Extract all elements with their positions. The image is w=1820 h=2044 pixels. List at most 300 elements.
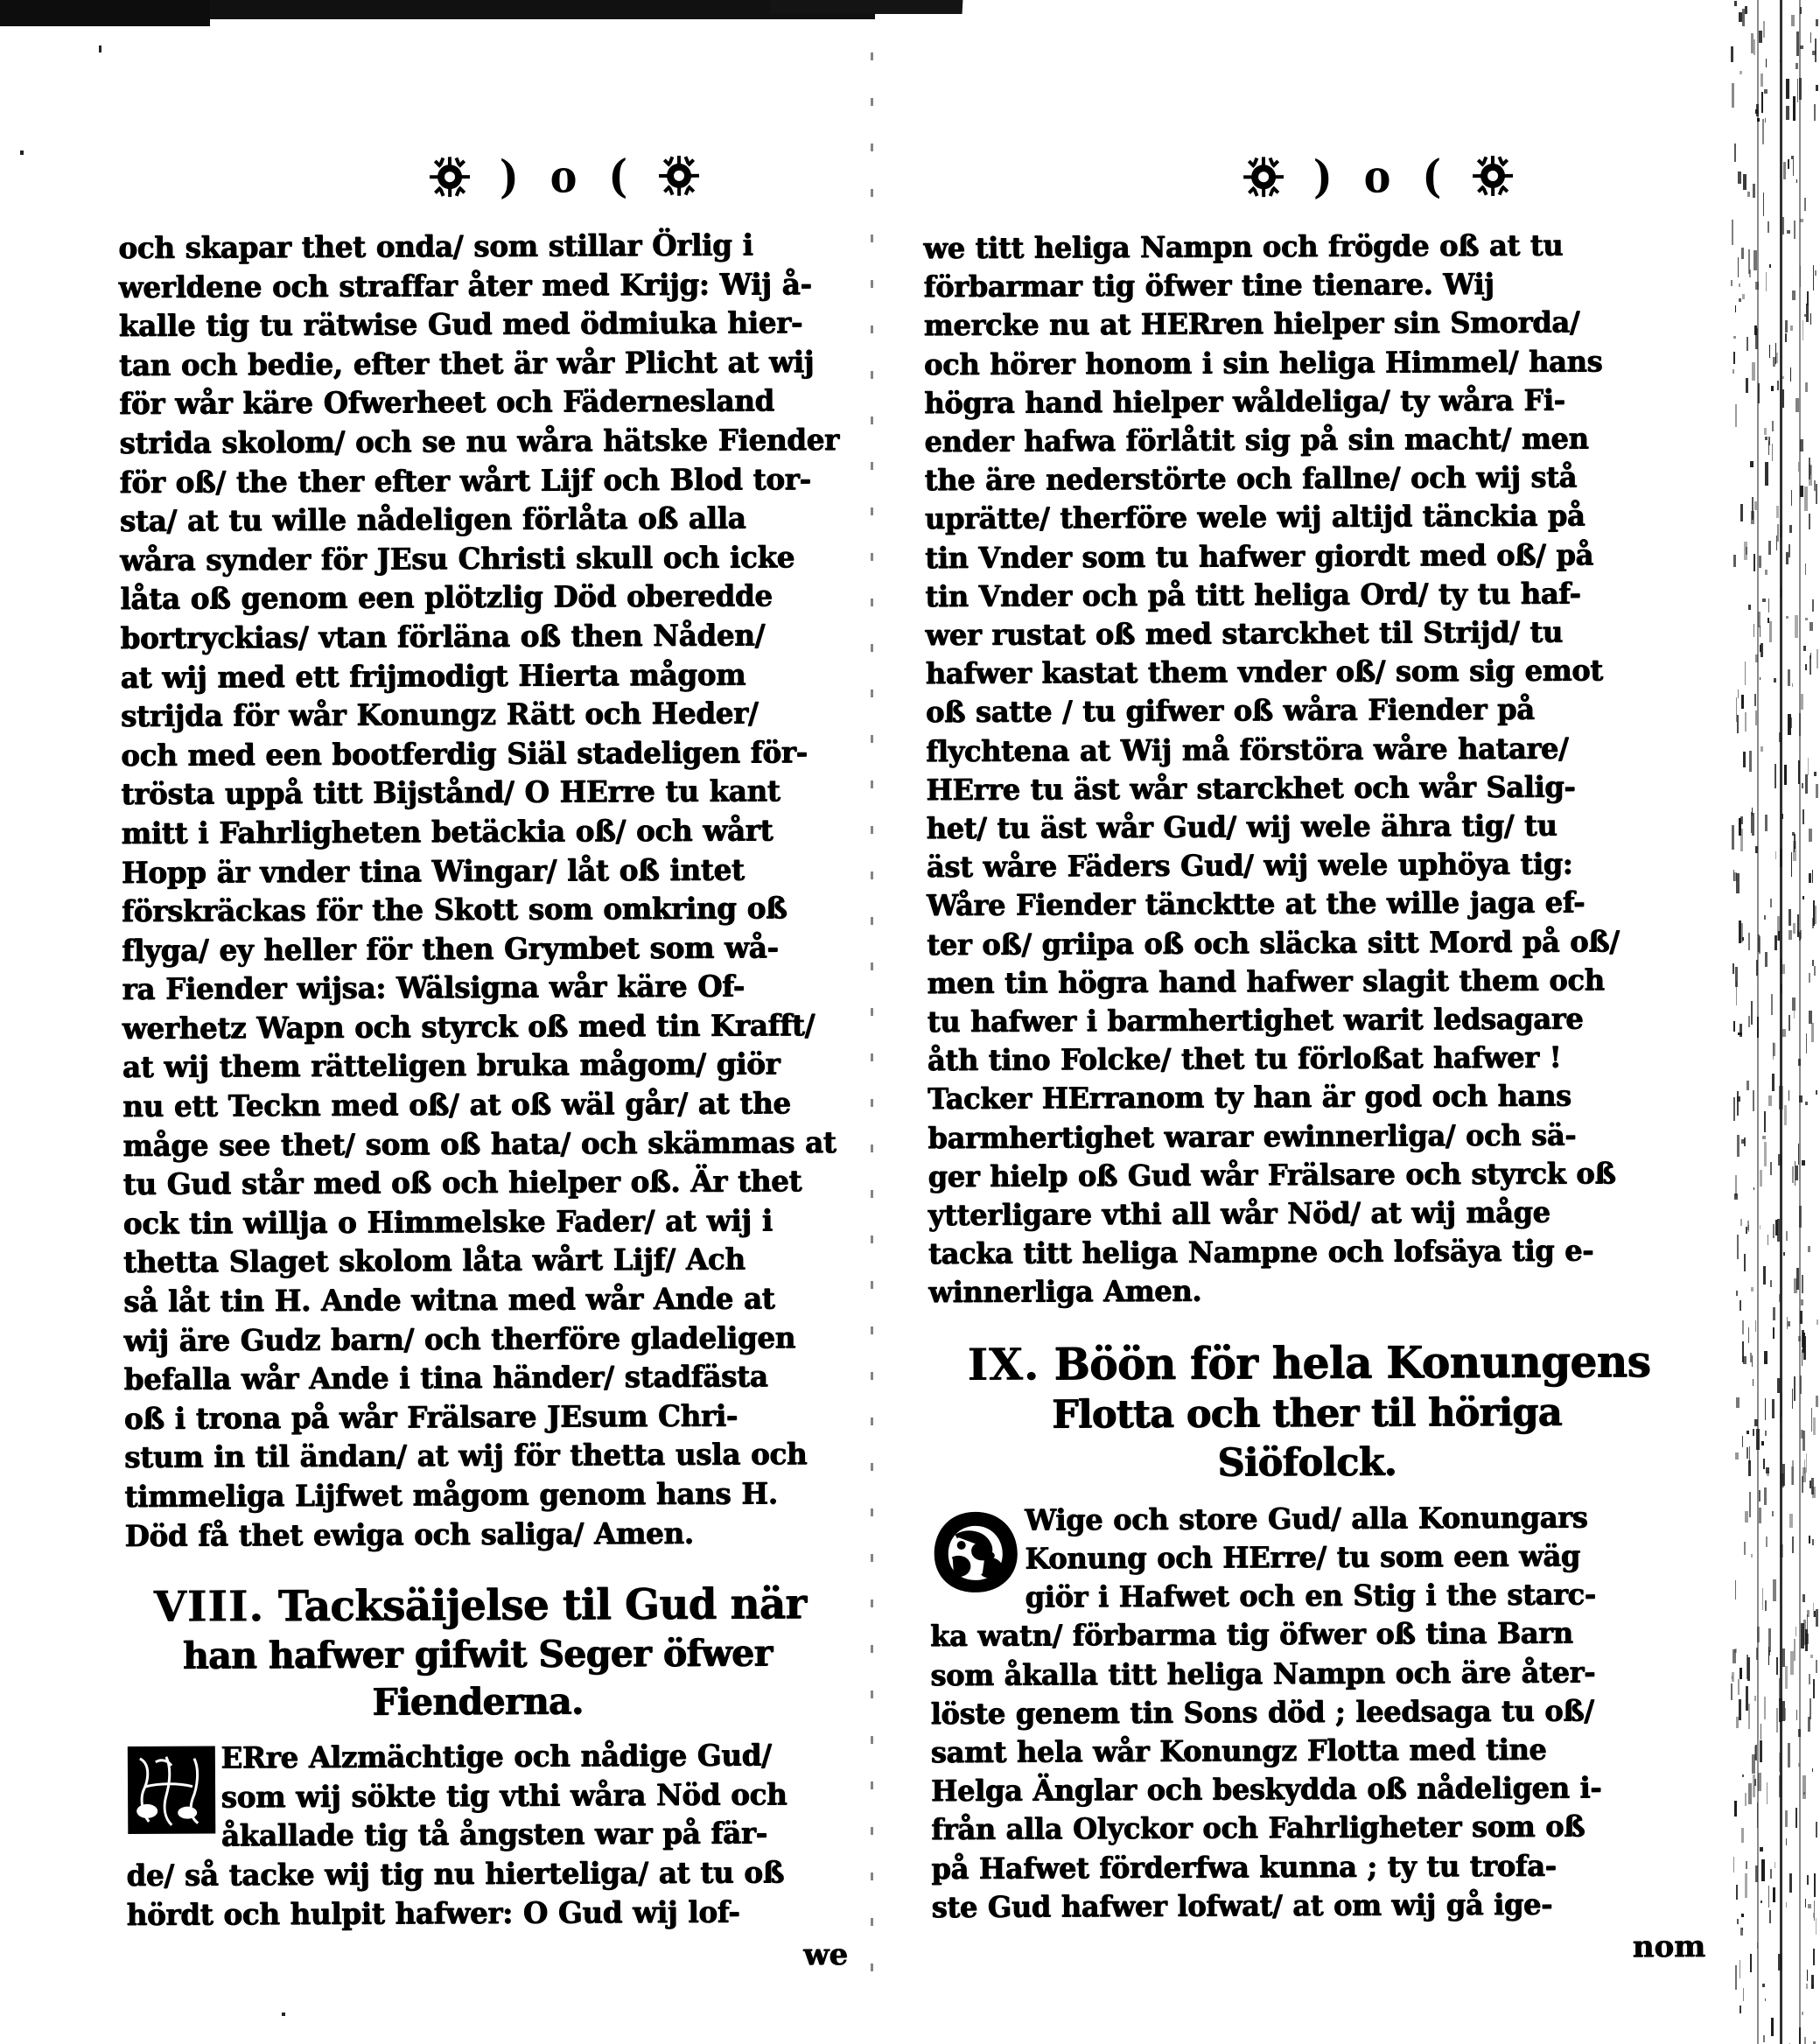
text-line: tin Vnder som tu hafwer giordt med oß/ på (925, 537, 1594, 575)
scan-streak (1772, 1511, 1774, 1517)
scan-streak (1769, 264, 1771, 268)
scan-streak (1734, 1801, 1737, 1816)
scan-streak (1744, 1542, 1746, 1556)
scan-streak (1792, 832, 1795, 836)
scan-streak (1751, 33, 1754, 53)
scan-streak (1785, 1810, 1788, 1828)
scan-streak (1794, 1011, 1796, 1018)
scan-streak (1769, 345, 1770, 358)
scan-streak (1736, 1291, 1738, 1296)
text-line: thetta Slaget skolom låta wårt Lijf/ Ach (123, 1242, 746, 1280)
scan-streak (1813, 1418, 1816, 1435)
scan-streak (1808, 1904, 1810, 1908)
right-text-column (923, 147, 1711, 1972)
scan-streak (1773, 1887, 1775, 1902)
scan-streak (1733, 352, 1735, 364)
scan-streak (1788, 159, 1789, 169)
scan-streak (1802, 1330, 1804, 1348)
scan-streak (1770, 899, 1772, 908)
ornament-row-left (118, 147, 844, 206)
text-line: werldene och straffar åter med Krijg: Wij å- (118, 266, 812, 304)
text-line: kalle tig tu rätwise Gud med ödmiuka hier- (118, 305, 803, 344)
scan-streak (1751, 1554, 1753, 1558)
text-line: stum in til ändan/ at wij för thetta usla och (124, 1437, 808, 1475)
text-line: ytterligare vthi all wår Nöd/ at wij måge (928, 1194, 1550, 1233)
scan-streak (1816, 1090, 1817, 1095)
scan-streak (1805, 664, 1807, 670)
scan-streak (1748, 1704, 1750, 1729)
scan-streak (1806, 1453, 1808, 1473)
scan-streak (1740, 816, 1744, 824)
scan-streak (1788, 1090, 1789, 1102)
scan-streak (1743, 174, 1746, 191)
scan-streak (1772, 444, 1773, 462)
text-line: ka watn/ förbarma tig öfwer oß tina Barn (930, 1615, 1573, 1654)
scan-streak (1754, 1696, 1757, 1701)
scan-streak (1733, 1021, 1735, 1032)
scan-streak (1772, 1074, 1774, 1091)
scan-streak (1810, 622, 1813, 631)
scan-streak (1768, 441, 1770, 455)
scan-streak (1809, 1674, 1811, 1684)
text-line: löste genem tin Sons död ; leedsaga tu oß/ (930, 1693, 1594, 1731)
scan-speck (20, 150, 24, 155)
scan-streak (1768, 1886, 1769, 1908)
scan-streak (1754, 1779, 1756, 1786)
text-line: HErre tu äst wår starckhet och wår Salig- (926, 769, 1576, 808)
scan-streak (1752, 808, 1754, 815)
scan-streak (1769, 621, 1772, 642)
scan-streak (1809, 873, 1811, 883)
scan-streak (1807, 1875, 1809, 1885)
text-line: ERre Alzmächtige och nådige Gud/ (220, 1738, 772, 1775)
scan-streak (1808, 1246, 1810, 1253)
scan-streak (1772, 421, 1774, 432)
scan-streak (1764, 89, 1768, 94)
scan-streak (1735, 1965, 1737, 1990)
scan-streak (1803, 646, 1807, 651)
text-line: tin Vnder och på titt heliga Ord/ ty tu haf- (925, 576, 1581, 614)
scan-streak (1746, 1227, 1747, 1234)
scan-streak (1734, 144, 1735, 162)
scan-streak (1789, 718, 1791, 727)
text-line: för wår käre Ofwerheet och Fädernesland (119, 383, 775, 422)
scan-streak (1763, 1459, 1764, 1469)
text-line: at wij them rätteligen bruka mågom/ giör (122, 1046, 780, 1085)
scan-streak (1735, 305, 1736, 312)
scan-streak (1816, 784, 1818, 799)
scan-streak (1802, 1467, 1806, 1482)
scan-streak (1741, 1828, 1745, 1843)
scan-streak (1787, 230, 1790, 234)
text-line: de/ så tacke wij tig nu hierteliga/ at tu oß (126, 1855, 785, 1893)
scan-streak (1796, 1627, 1797, 1636)
ornament-circle-middle: o (550, 150, 579, 203)
scan-streak (1732, 1672, 1734, 1682)
scan-streak (1768, 1096, 1772, 1107)
scan-streak (1745, 6, 1747, 13)
scan-streak (1759, 31, 1762, 43)
scan-streak (1771, 2018, 1774, 2037)
scan-streak (1796, 179, 1797, 183)
scan-streak (1765, 1998, 1766, 2001)
scan-streak (1809, 514, 1810, 529)
text-line: strijda för wår Konungz Rätt och Heder/ (120, 696, 759, 734)
scan-streak (1808, 758, 1809, 776)
scan-streak (1742, 294, 1746, 299)
scan-streak (1753, 1429, 1754, 1436)
scan-streak (1760, 1740, 1762, 1762)
page-edge-line (1799, 0, 1801, 2044)
scan-streak (1775, 1220, 1778, 1236)
scan-streak (1760, 1724, 1761, 1740)
scan-streak (1792, 998, 1796, 1011)
scan-streak (1805, 774, 1808, 794)
text-line: högra hand hielper wåldeliga/ ty wåra Fi- (924, 382, 1565, 420)
text-line: het/ tu äst wår Gud/ wij wele ähra tig/ tu (926, 808, 1558, 846)
scan-streak (1774, 678, 1776, 682)
scan-streak (1810, 1655, 1813, 1658)
section-number-ix: IX. (967, 1338, 1040, 1390)
scan-streak (1807, 1614, 1808, 1635)
scan-streak (1737, 715, 1739, 733)
text-line: barmhertighet warar ewinnerliga/ och sä- (928, 1117, 1577, 1155)
scan-streak (1772, 1399, 1774, 1418)
scan-streak (1813, 1603, 1815, 1617)
scan-streak (1813, 906, 1816, 924)
scan-streak (1816, 1320, 1818, 1325)
text-line: wij äre Gudz barn/ och therföre gladeligen (123, 1320, 796, 1358)
text-line: the äre nederstörte och fallne/ och wij stå (924, 459, 1578, 498)
scan-streak (1813, 1679, 1815, 1698)
scan-streak (1762, 1588, 1764, 1610)
scan-streak (1807, 1970, 1808, 1981)
scan-streak (1752, 1355, 1754, 1367)
scan-streak (1816, 649, 1818, 668)
scan-streak (1736, 1885, 1738, 1900)
text-line: ter oß/ griipa oß och släcka sitt Mord på oß/ (927, 923, 1620, 962)
scan-streak (1806, 1984, 1808, 1989)
scan-streak (1776, 1657, 1779, 1675)
scan-streak (1754, 694, 1756, 706)
scan-streak (1748, 1783, 1752, 1805)
scan-streak (1737, 1135, 1740, 1157)
scan-streak (1804, 486, 1807, 512)
scan-streak (1735, 404, 1737, 428)
page-edge-line (1757, 0, 1759, 2044)
scan-streak (1731, 280, 1732, 286)
scan-streak (1802, 809, 1804, 824)
scan-streak (1765, 1431, 1767, 1437)
scan-streak (1768, 1628, 1771, 1652)
scan-streak (1803, 1792, 1806, 1795)
scan-streak (1777, 524, 1780, 542)
text-line: sta/ at tu wille nådeligen förlåta oß alla (119, 500, 746, 539)
scan-streak (1735, 1175, 1737, 1198)
scan-streak (1816, 19, 1818, 26)
scan-streak (1811, 1408, 1812, 1432)
scan-streak (1755, 1320, 1756, 1333)
scan-streak (1792, 1389, 1794, 1409)
scan-streak (1802, 1275, 1803, 1293)
scan-streak (1766, 1467, 1768, 1474)
scan-streak (1751, 511, 1754, 525)
scan-streak (1775, 851, 1777, 859)
scan-streak (1765, 462, 1768, 486)
scan-streak (1816, 484, 1818, 504)
scan-streak (1748, 1225, 1749, 1231)
scan-streak (1748, 933, 1750, 950)
scan-streak (1760, 746, 1763, 752)
scan-streak (1765, 952, 1768, 966)
scan-streak (1752, 362, 1755, 381)
scan-streak (1751, 1001, 1753, 1024)
scan-streak (1732, 963, 1734, 974)
scan-streak (1791, 15, 1795, 26)
scan-streak (1810, 313, 1811, 325)
scan-streak (1804, 314, 1807, 318)
scan-streak (1785, 333, 1787, 342)
scan-streak (1739, 284, 1740, 288)
text-line: ender hafwa förlåtit sig på sin macht/ men (924, 421, 1589, 459)
scan-streak (1742, 1774, 1744, 1777)
text-line: wåra synder för JEsu Christi skull och icke (120, 540, 795, 578)
text-line: Konung och HErre/ tu som een wäg (1025, 1538, 1581, 1576)
scan-streak (1746, 1861, 1747, 1870)
section-heading-viii (125, 1578, 852, 1727)
rosette-ornament-icon (1243, 157, 1284, 197)
scan-streak (1764, 1488, 1767, 1506)
text-line: uprätte/ therföre wele wij altijd tänckia på (924, 498, 1586, 536)
section-title-line1: Böön för hela Konungens (1054, 1334, 1651, 1390)
rosette-ornament-icon (659, 156, 699, 196)
scan-streak (1809, 1011, 1812, 1023)
scan-streak (1734, 1648, 1737, 1653)
scan-streak (1812, 1539, 1814, 1545)
scan-streak (1746, 1431, 1749, 1434)
scan-streak (1763, 2035, 1765, 2042)
scan-streak (1744, 1138, 1746, 1146)
text-line: åkallade tig tå ångsten war på fär- (220, 1816, 768, 1853)
scan-streak (1791, 852, 1792, 878)
scan-streak (1786, 1838, 1787, 1845)
scan-streak (1788, 669, 1790, 686)
scan-streak (1747, 1657, 1751, 1681)
scan-streak (1735, 1580, 1736, 1600)
ornament-row-right (923, 147, 1702, 206)
scan-streak (1802, 1160, 1805, 1166)
text-line: ra Fiender wijsa: Wälsigna wår käre Of- (122, 969, 746, 1007)
scan-streak (1766, 59, 1767, 67)
scan-streak (1796, 1166, 1798, 1180)
scan-streak (1737, 1091, 1739, 1116)
scan-streak (1731, 1684, 1732, 1700)
scan-streak (1786, 106, 1789, 120)
scan-speck (282, 2012, 285, 2016)
scan-streak (1773, 1224, 1774, 1238)
left-text-column (118, 147, 853, 1980)
scan-streak (1736, 1397, 1740, 1408)
scan-streak (1765, 118, 1767, 123)
text-line: och hörer honom i sin heliga Himmel/ hans (924, 344, 1603, 382)
scan-streak (1788, 909, 1791, 927)
scan-streak (1805, 1899, 1806, 1908)
scan-streak (1796, 1710, 1798, 1719)
text-line: och med een bootferdig Siäl stadeligen för- (121, 734, 808, 773)
scan-streak (1743, 752, 1746, 768)
scan-streak (1788, 1321, 1790, 1326)
scan-streak (1762, 1136, 1766, 1139)
scan-streak (1788, 930, 1792, 941)
scan-streak (1773, 1579, 1776, 1601)
scan-streak (1792, 1460, 1794, 1486)
scan-streak (1816, 1396, 1818, 1407)
scan-streak (1796, 1808, 1797, 1829)
scan-streak (1759, 1490, 1760, 1502)
section-title-line2: Flotta och ther til höriga (1052, 1390, 1563, 1438)
text-line: hördt och hulpit hafwer: O Gud wij lof- (126, 1894, 740, 1932)
scan-streak (1806, 1033, 1808, 1054)
scan-streak (1782, 1029, 1786, 1037)
scan-streak (1811, 1023, 1815, 1042)
scan-streak (1753, 1379, 1754, 1386)
scan-streak (1776, 353, 1778, 363)
scan-streak (1735, 967, 1738, 988)
scan-streak (1760, 74, 1764, 87)
scan-streak (1733, 872, 1737, 882)
text-line: Helga Änglar och beskydda oß nådeligen i- (930, 1770, 1602, 1809)
scan-streak (1802, 1775, 1806, 1798)
scan-streak (1745, 712, 1747, 732)
scan-streak (1764, 1351, 1768, 1364)
scan-streak (1801, 1623, 1804, 1648)
left-dropcap-paragraph (126, 1736, 853, 1935)
scan-streak (1740, 2006, 1741, 2013)
scan-streak (1765, 437, 1768, 440)
scan-streak (1746, 337, 1748, 351)
text-line: förskräckas för the Skott som omkring oß (122, 891, 788, 929)
scan-streak (1784, 1105, 1787, 1125)
scan-streak (1805, 382, 1808, 392)
scan-streak (1738, 1679, 1740, 1696)
text-line: trösta uppå titt Bijstånd/ O HErre tu kant (121, 774, 780, 812)
text-line: wer rustat oß med starckhet til Strijd/ tu (925, 614, 1564, 653)
scan-streak (1748, 249, 1751, 274)
scan-streak (1732, 369, 1734, 374)
scan-streak (1786, 1902, 1788, 1908)
scan-streak (1754, 39, 1755, 55)
scan-streak (1812, 870, 1814, 883)
scan-streak (1805, 1102, 1808, 1106)
scan-streak (1742, 1928, 1743, 1930)
scan-streak (1769, 1910, 1771, 1923)
scan-streak (1744, 1254, 1746, 1270)
scan-streak (1783, 1252, 1785, 1255)
scan-streak (1794, 1639, 1796, 1661)
page-fore-edge-texture (1724, 0, 1820, 2044)
scan-streak (1766, 272, 1768, 291)
scan-streak (1810, 1480, 1811, 1489)
scan-streak (1774, 764, 1776, 788)
scan-streak (1752, 1754, 1755, 1774)
right-column-body-top (923, 226, 1707, 1312)
text-line: låta oß genom een plötzlig Död oberedde (120, 578, 773, 617)
text-line: hafwer kastat them vnder oß/ som sig emot (925, 653, 1603, 691)
text-line: timmeliga Lijfwet mågom genom hans H. (124, 1476, 778, 1515)
scan-streak (1811, 1984, 1814, 1988)
scan-streak (1804, 2037, 1807, 2044)
scan-streak (1773, 1307, 1775, 1320)
text-line: oß i trona på wår Frälsare JEsum Chri- (123, 1398, 738, 1436)
scan-streak (1810, 32, 1812, 44)
scan-streak (1771, 386, 1774, 392)
right-dropcap-paragraph (929, 1498, 1710, 1928)
scan-streak (1749, 751, 1752, 772)
scan-streak (1785, 320, 1788, 332)
page-edge-line (1780, 0, 1782, 2044)
scan-streak (1761, 1859, 1765, 1881)
scan-streak (1768, 1650, 1770, 1656)
scan-streak (1764, 915, 1766, 920)
scan-streak (1802, 1431, 1806, 1451)
rosette-ornament-icon (1473, 156, 1513, 196)
scan-streak (1742, 1341, 1745, 1362)
scan-streak (1763, 21, 1765, 38)
scan-streak (1732, 220, 1733, 245)
scan-streak (1812, 1487, 1815, 1498)
section-number-viii: VIII. (153, 1582, 265, 1633)
scan-streak (1738, 172, 1741, 184)
text-line: werhetz Wapn och styrck oß med tin Krafft/ (122, 1008, 816, 1046)
scan-streak (1782, 217, 1784, 234)
scan-streak (1807, 291, 1809, 305)
scan-streak (1783, 162, 1786, 180)
scan-streak (1760, 643, 1763, 657)
scan-streak (1763, 1266, 1766, 1285)
scan-streak (1815, 38, 1816, 63)
scan-speck (99, 46, 102, 52)
scan-streak (1809, 829, 1812, 842)
scan-streak (1782, 389, 1784, 408)
section-heading-ix (929, 1335, 1709, 1489)
scan-streak (1750, 461, 1754, 467)
scan-streak (1748, 1327, 1750, 1343)
left-column-body-bottom (126, 1736, 853, 1935)
scan-streak (1733, 336, 1736, 339)
scan-streak (1788, 1743, 1791, 1768)
text-line: mercke nu at HERren hielper sin Smorda/ (923, 304, 1580, 343)
section-title-line1: Tacksäijelse til Gud när (278, 1579, 807, 1632)
scan-streak (1813, 265, 1814, 290)
scan-streak (1773, 1042, 1774, 1060)
scan-streak (1743, 1988, 1745, 2001)
scan-streak (1735, 1452, 1739, 1460)
scan-streak (1740, 1300, 1741, 1311)
scan-streak (1788, 1015, 1790, 1031)
scan-streak (1793, 156, 1794, 176)
text-line: samt hela wår Konungz Flotta med tine (930, 1732, 1547, 1770)
text-line: på Hafwet förderfwa kunna ; ty tu trofa- (931, 1848, 1557, 1886)
scan-streak (1794, 1278, 1796, 1293)
scan-streak (1793, 96, 1796, 121)
scan-streak (1762, 1984, 1766, 1987)
scan-streak (1792, 1536, 1794, 1553)
scan-streak (1767, 1782, 1768, 1804)
scan-streak (1789, 525, 1792, 533)
scan-streak (1810, 1698, 1811, 1720)
scan-streak (1765, 1398, 1766, 1420)
text-line: flyga/ ey heller för then Grymbet som wå- (122, 930, 779, 968)
